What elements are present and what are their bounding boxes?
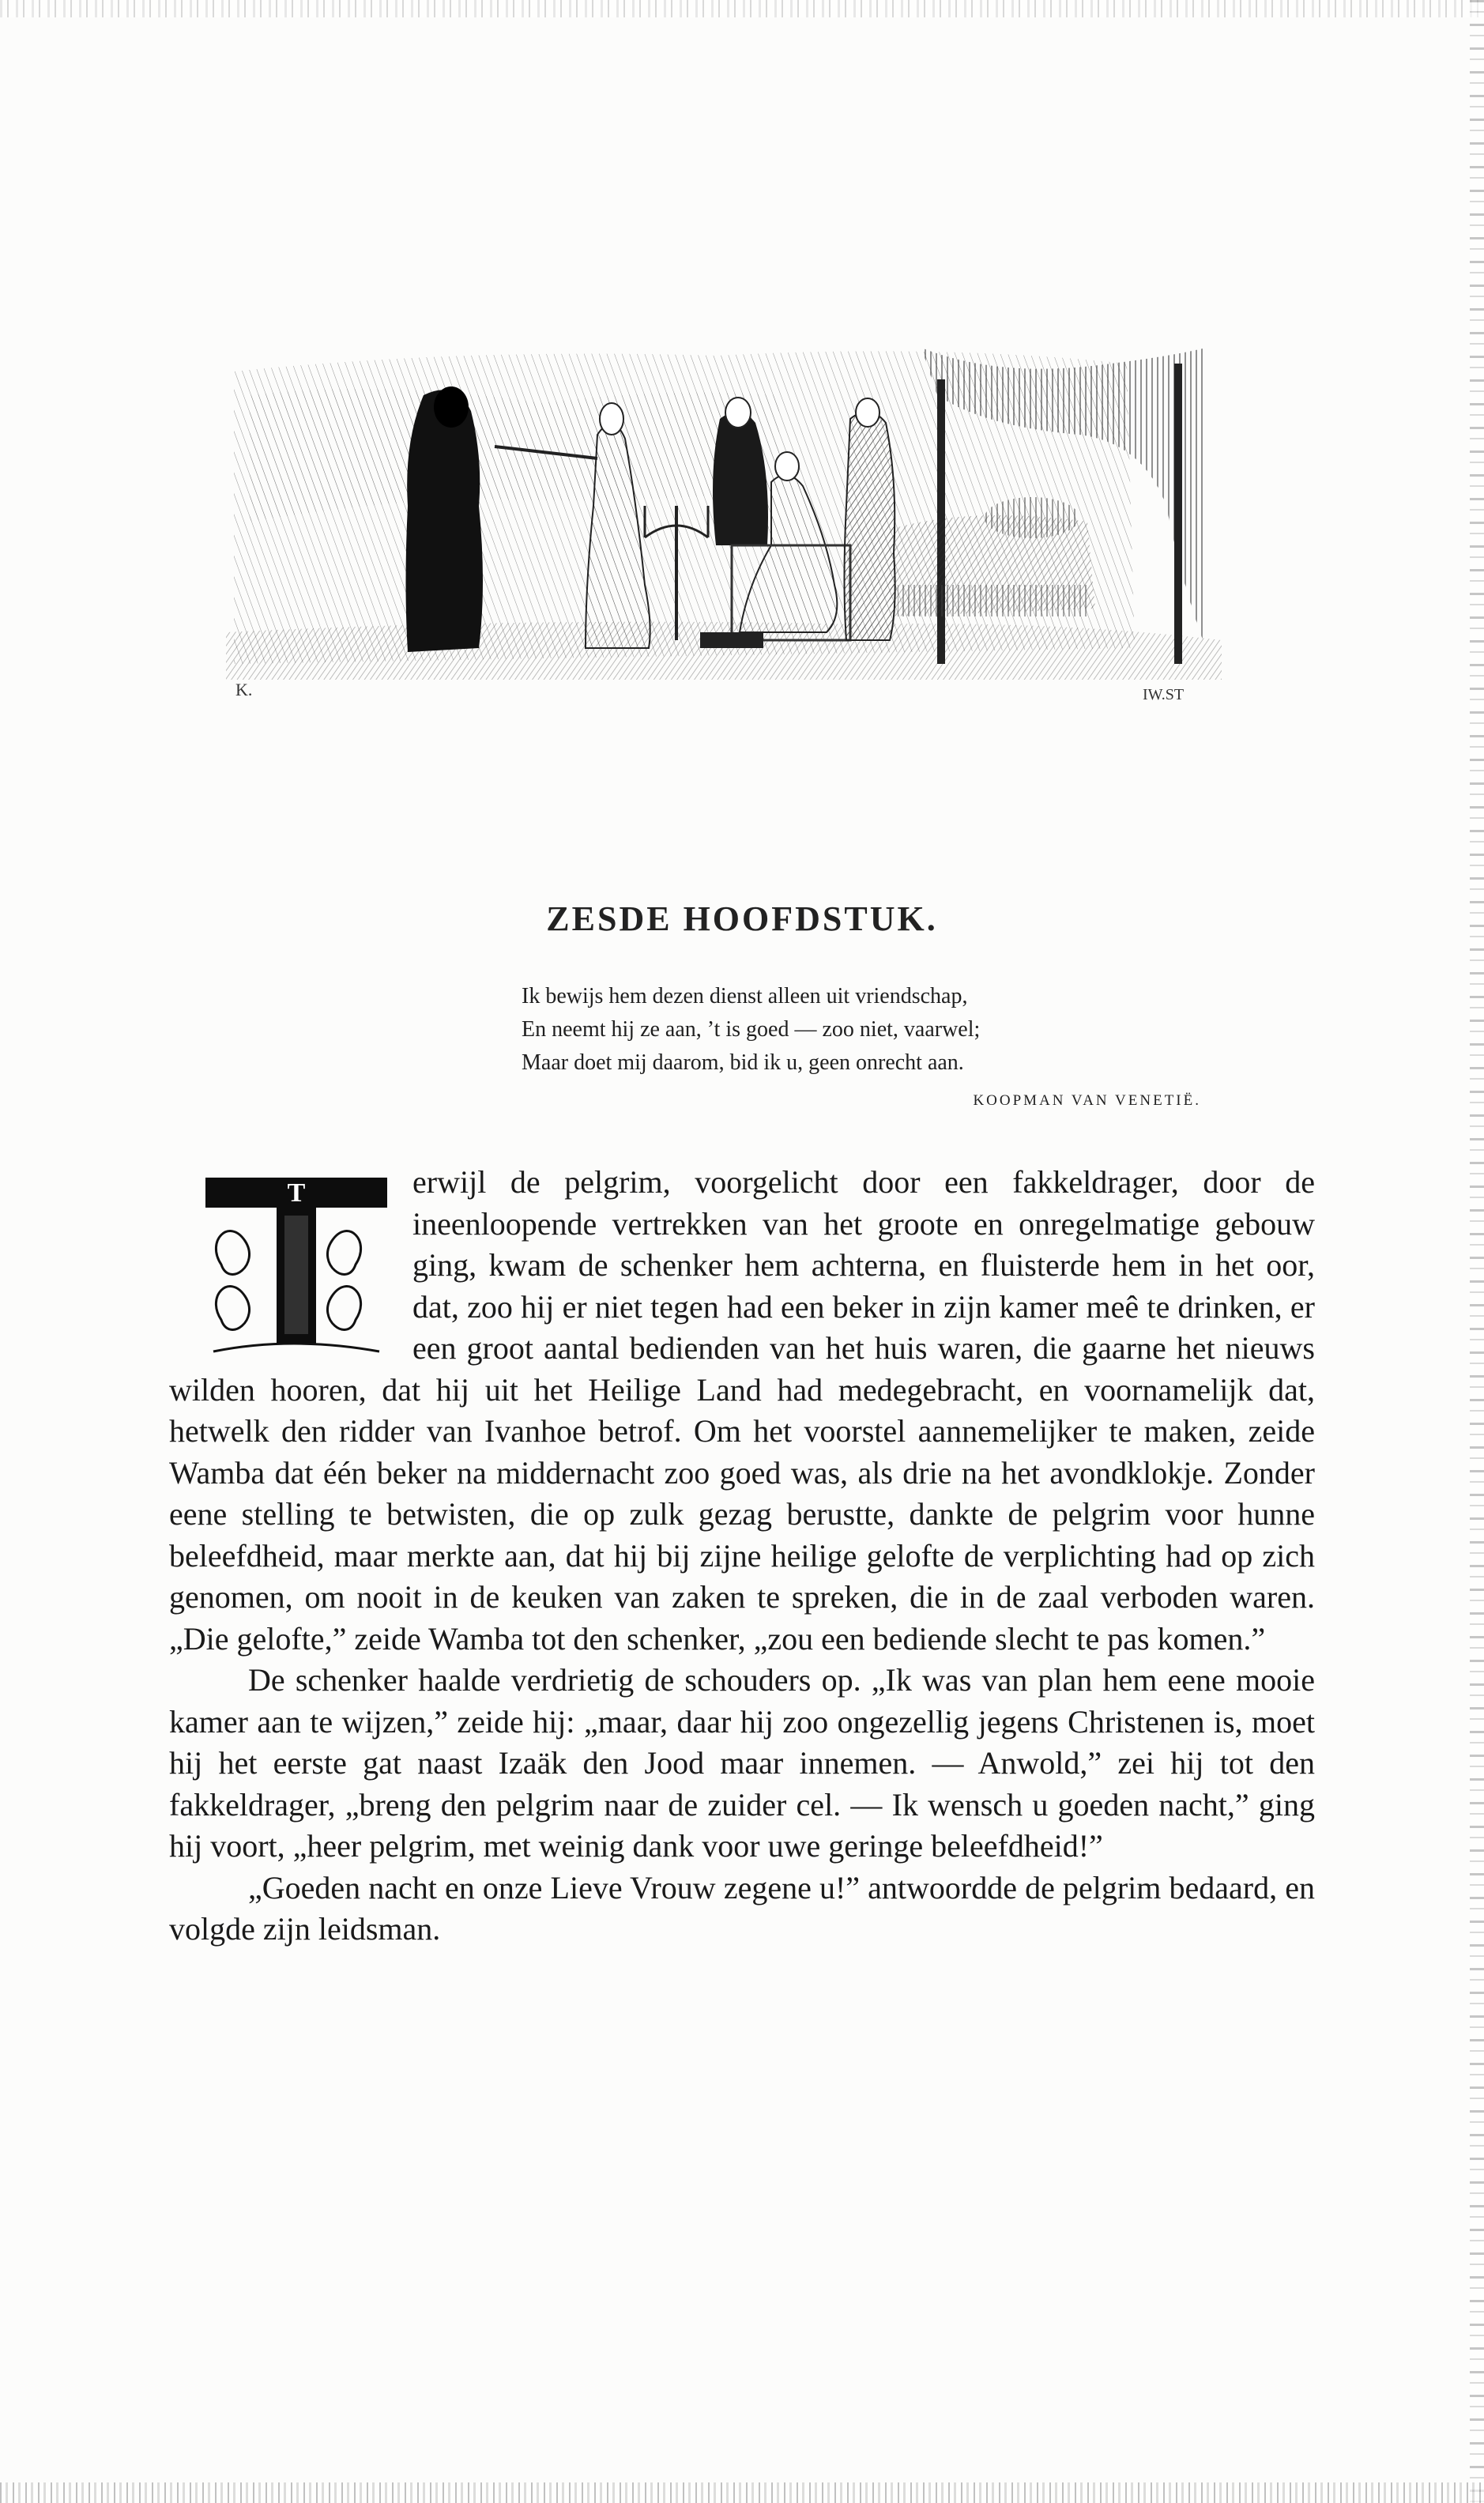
scan-edge-bottom [0, 2482, 1484, 2503]
illustration-signature-right: IW.ST [1143, 686, 1185, 703]
dropcap-letter: T [287, 1178, 306, 1208]
ornate-dropcap [198, 1170, 395, 1356]
scan-edge-right [1470, 0, 1484, 2503]
paragraph-3: „Goeden nacht en onze Lieve Vrouw zegene u!” antwoordde de pelgrim bedaard, en volgde zijn leidsman. [169, 1869, 1315, 1947]
epigraph [522, 980, 1233, 1118]
paragraph-1: erwijl de pelgrim, voorgelicht door een fakkeldrager, door de ineenloopende vertrekken van het groote en onregelmatige gebouw ging, kwam de schenker hem achterna, en fluisterde hem in het oor, dat, zoo hij er niet tegen had een beker in zijn kamer meê te drinken, er een groot aantal bedienden van het huis waren, die gaarne het nieuws wilden hooren, dat hij uit het Heilige Land had medegebracht, en voornamelijk dat, hetwelk den ridder van Ivanhoe betrof. Om het voorstel aannemelijker te maken, zeide Wamba dat één beker na middernacht zoo goed was, als drie na het avondklokje. Zonder eene stelling te betwisten, die op zulk gezag berustte, dankte de pelgrim voor hunne beleefdheid, maar merkte aan, dat hij bij zijne heilige gelofte de verplichting had op zich genomen, om nooit in de keuken van zaken te spreken, die in de zaal verboden waren. „Die gelofte,” zeide Wamba tot den schenker, „zou een bediende slecht te pas komen.” [169, 1164, 1315, 1657]
chapter-title: ZESDE HOOFDSTUK. [546, 899, 938, 939]
scan-edge-top [0, 0, 1484, 17]
epigraph-line: Maar doet mij daarom, bid ik u, geen onrecht aan. [522, 1050, 964, 1075]
illustration-signature-left: K. [235, 680, 253, 699]
paragraph-2: De schenker haalde verdrietig de schouders op. „Ik was van plan hem eene mooie kamer aan te wijzen,” zeide hij: „maar, daar hij zoo ongezellig jegens Christenen is, moet hij het eerste gat naast Izaäk den Jood maar innemen. — Anwold,” zei hij tot den fakkeldrager, „breng den pelgrim naar de zuider cel. — Ik wensch u goeden nacht,” ging hij voort, „heer pelgrim, met weinig dank voor uwe geringe beleefdheid!” [169, 1662, 1315, 1864]
epigraph-source: KOOPMAN VAN VENETIË. [973, 1092, 1201, 1109]
chapter-body [169, 1162, 1315, 1951]
epigraph-line: En neemt hij ze aan, ’t is goed — zoo niet, vaarwel; [522, 1017, 981, 1042]
chapter-illustration [226, 348, 1222, 711]
epigraph-line: Ik bewijs hem dezen dienst alleen uit vriendschap, [522, 984, 968, 1008]
